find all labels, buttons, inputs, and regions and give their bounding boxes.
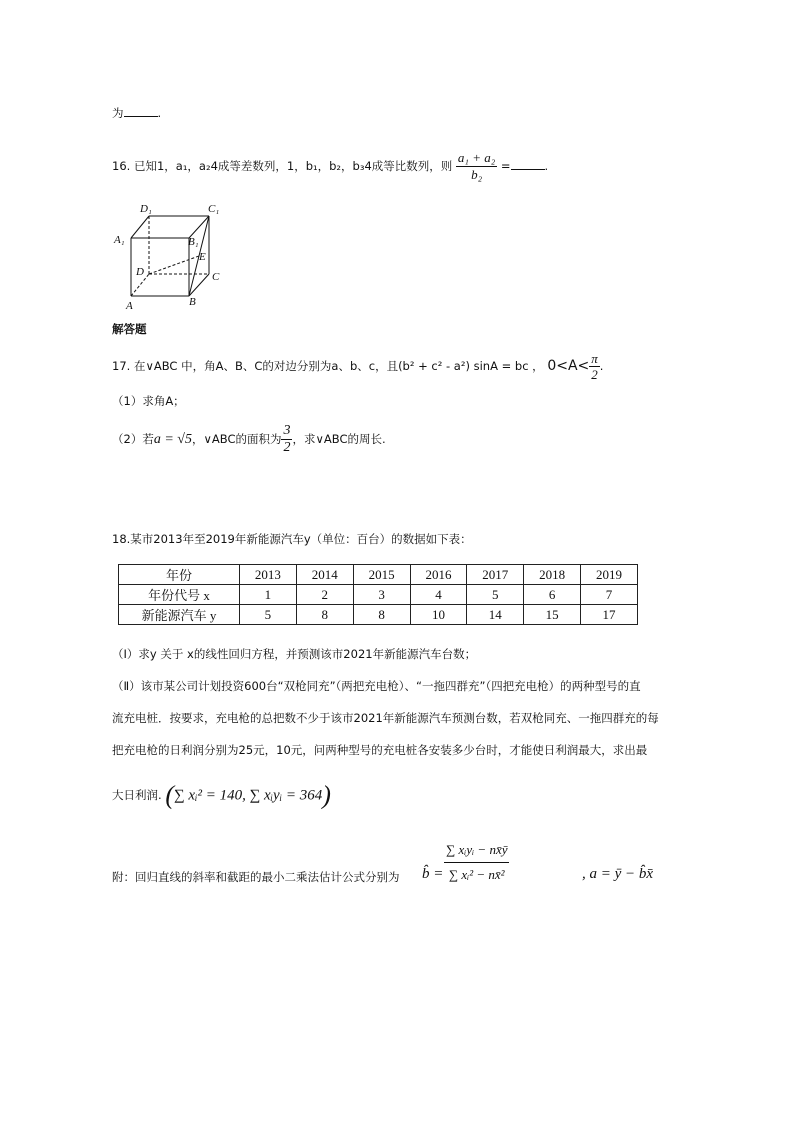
table-row bbox=[119, 605, 638, 625]
edge-a1d1 bbox=[131, 216, 149, 238]
q18-part2-line1: （Ⅱ）该市某公司计划投资600台“双枪同充”（两把充电枪）、“一拖四群充”（四把充电枪）的两种型号的直 bbox=[112, 679, 641, 693]
label-b1: B₁ bbox=[188, 236, 199, 248]
q16-fraction bbox=[456, 150, 497, 183]
q17-part2-a: （2）若 bbox=[112, 432, 154, 446]
table-row bbox=[119, 585, 638, 605]
q17-area-den: 2 bbox=[283, 440, 291, 455]
q16-eq: = bbox=[500, 159, 511, 173]
q17-text: 在∨ABC 中，角A、B、C的对边分别为a、b、c，且(b² + c² - a²) sinA = bc ， bbox=[133, 359, 544, 373]
q18-number: 18. bbox=[112, 532, 131, 546]
right-paren: ) bbox=[322, 780, 331, 810]
table-cell: 2014 bbox=[296, 565, 353, 585]
table-cell: 3 bbox=[353, 585, 410, 605]
q16-frac-den: b₂ bbox=[471, 167, 483, 182]
q18-part1: （Ⅰ）求y 关于 x的线性回归方程，并预测该市2021年新能源汽车台数； bbox=[112, 647, 477, 661]
table-cell: 2013 bbox=[240, 565, 297, 585]
q18-part2-line3: 把充电枪的日利润分别为25元，10元，问两种型号的充电桩各安装多少台时，才能使日利润最大，求出最 bbox=[112, 743, 648, 757]
table-cell: 7 bbox=[581, 585, 638, 605]
q18-part2-line4 bbox=[112, 770, 331, 821]
label-b: B bbox=[189, 296, 196, 308]
q16-text: 已知1，a₁，a₂4成等差数列，1，b₁，b₂，b₃4成等比数列，则 bbox=[133, 159, 453, 173]
table-cell: 1 bbox=[240, 585, 297, 605]
q17-cond-left: 0<A< bbox=[547, 358, 590, 374]
table-cell: 2016 bbox=[410, 565, 467, 585]
q18-text: 某市2013年至2019年新能源汽车y（单位：百台）的数据如下表： bbox=[130, 532, 472, 546]
q17-part2-c: ，∨ABC的面积为 bbox=[191, 432, 282, 446]
q17-part2-b: a = √5 bbox=[153, 432, 192, 447]
table-cell: 6 bbox=[524, 585, 581, 605]
label-a: A bbox=[126, 300, 133, 312]
label-e: E bbox=[199, 251, 206, 263]
q17-part1: （1）求角A； bbox=[112, 394, 185, 408]
q17-area-frac bbox=[281, 423, 292, 456]
table-cell: 年份代号 x bbox=[119, 585, 240, 605]
q16-frac-num: a₁ + a₂ bbox=[457, 150, 496, 165]
table-cell: 15 bbox=[524, 605, 581, 625]
table-cell: 2017 bbox=[467, 565, 524, 585]
q17-part2 bbox=[112, 420, 386, 459]
q15-tail bbox=[112, 106, 161, 120]
table-cell: 17 bbox=[581, 605, 638, 625]
data-table bbox=[118, 564, 638, 625]
table-cell: 2015 bbox=[353, 565, 410, 585]
answer-blank[interactable] bbox=[511, 159, 545, 170]
q17-part2-d: ，求∨ABC的周长. bbox=[292, 432, 386, 446]
a-formula: , a = ȳ − b̂x̄ bbox=[582, 866, 654, 882]
table-cell: 年份 bbox=[119, 565, 240, 585]
q18-part2-l4-text: 大日利润. bbox=[112, 788, 162, 802]
label-c: C bbox=[212, 271, 220, 283]
table-cell: 5 bbox=[467, 585, 524, 605]
sum-formula: ∑ xᵢ² = 140, ∑ xᵢyᵢ = 364 bbox=[173, 787, 323, 804]
q17-cond-num: π bbox=[591, 351, 598, 366]
b-fraction bbox=[444, 838, 509, 887]
q15-end: . bbox=[157, 106, 162, 120]
label-d: D bbox=[136, 266, 144, 278]
label-c1: C₁ bbox=[208, 203, 220, 215]
q18-part2-line2: 流充电桩．按要求，充电枪的总把数不少于该市2021年新能源汽车预测台数，若双枪同充、一拖四群充的每 bbox=[112, 711, 659, 725]
answer-blank[interactable] bbox=[124, 106, 158, 117]
table-cell: 2 bbox=[296, 585, 353, 605]
q17-number: 17. bbox=[112, 359, 131, 373]
q17-cond-frac bbox=[589, 351, 600, 382]
table-cell: 8 bbox=[353, 605, 410, 625]
table-cell: 8 bbox=[296, 605, 353, 625]
q15-text: 为 bbox=[112, 106, 124, 120]
left-paren: ( bbox=[165, 780, 174, 810]
table-row bbox=[119, 565, 638, 585]
label-a1: A₁ bbox=[114, 234, 125, 246]
cube-figure bbox=[112, 198, 232, 314]
q17-cond-end: . bbox=[599, 359, 604, 373]
table-cell: 5 bbox=[240, 605, 297, 625]
q17-area-num: 3 bbox=[283, 423, 291, 438]
note-label: 附：回归直线的斜率和截距的最小二乘法估计公式分别为 bbox=[112, 870, 400, 884]
table-cell: 10 bbox=[410, 605, 467, 625]
section-title: 解答题 bbox=[112, 322, 147, 336]
q16-number: 16. bbox=[112, 159, 131, 173]
question-17 bbox=[112, 350, 603, 382]
edge-de bbox=[149, 256, 199, 274]
b-num: ∑ xᵢyᵢ − nx̄ȳ bbox=[444, 838, 509, 863]
label-d1: D₁ bbox=[140, 203, 152, 215]
b-hat: b̂ = bbox=[422, 866, 444, 882]
q16-end: . bbox=[544, 159, 549, 173]
q17-cond-den: 2 bbox=[591, 367, 598, 382]
table-cell: 2019 bbox=[581, 565, 638, 585]
question-16 bbox=[112, 146, 548, 186]
b-den: ∑ xᵢ² − nx̄² bbox=[448, 867, 505, 882]
regression-note bbox=[112, 836, 672, 922]
table-cell: 2018 bbox=[524, 565, 581, 585]
table-cell: 14 bbox=[467, 605, 524, 625]
table-cell: 4 bbox=[410, 585, 467, 605]
table-cell: 新能源汽车 y bbox=[119, 605, 240, 625]
question-18 bbox=[112, 532, 472, 546]
